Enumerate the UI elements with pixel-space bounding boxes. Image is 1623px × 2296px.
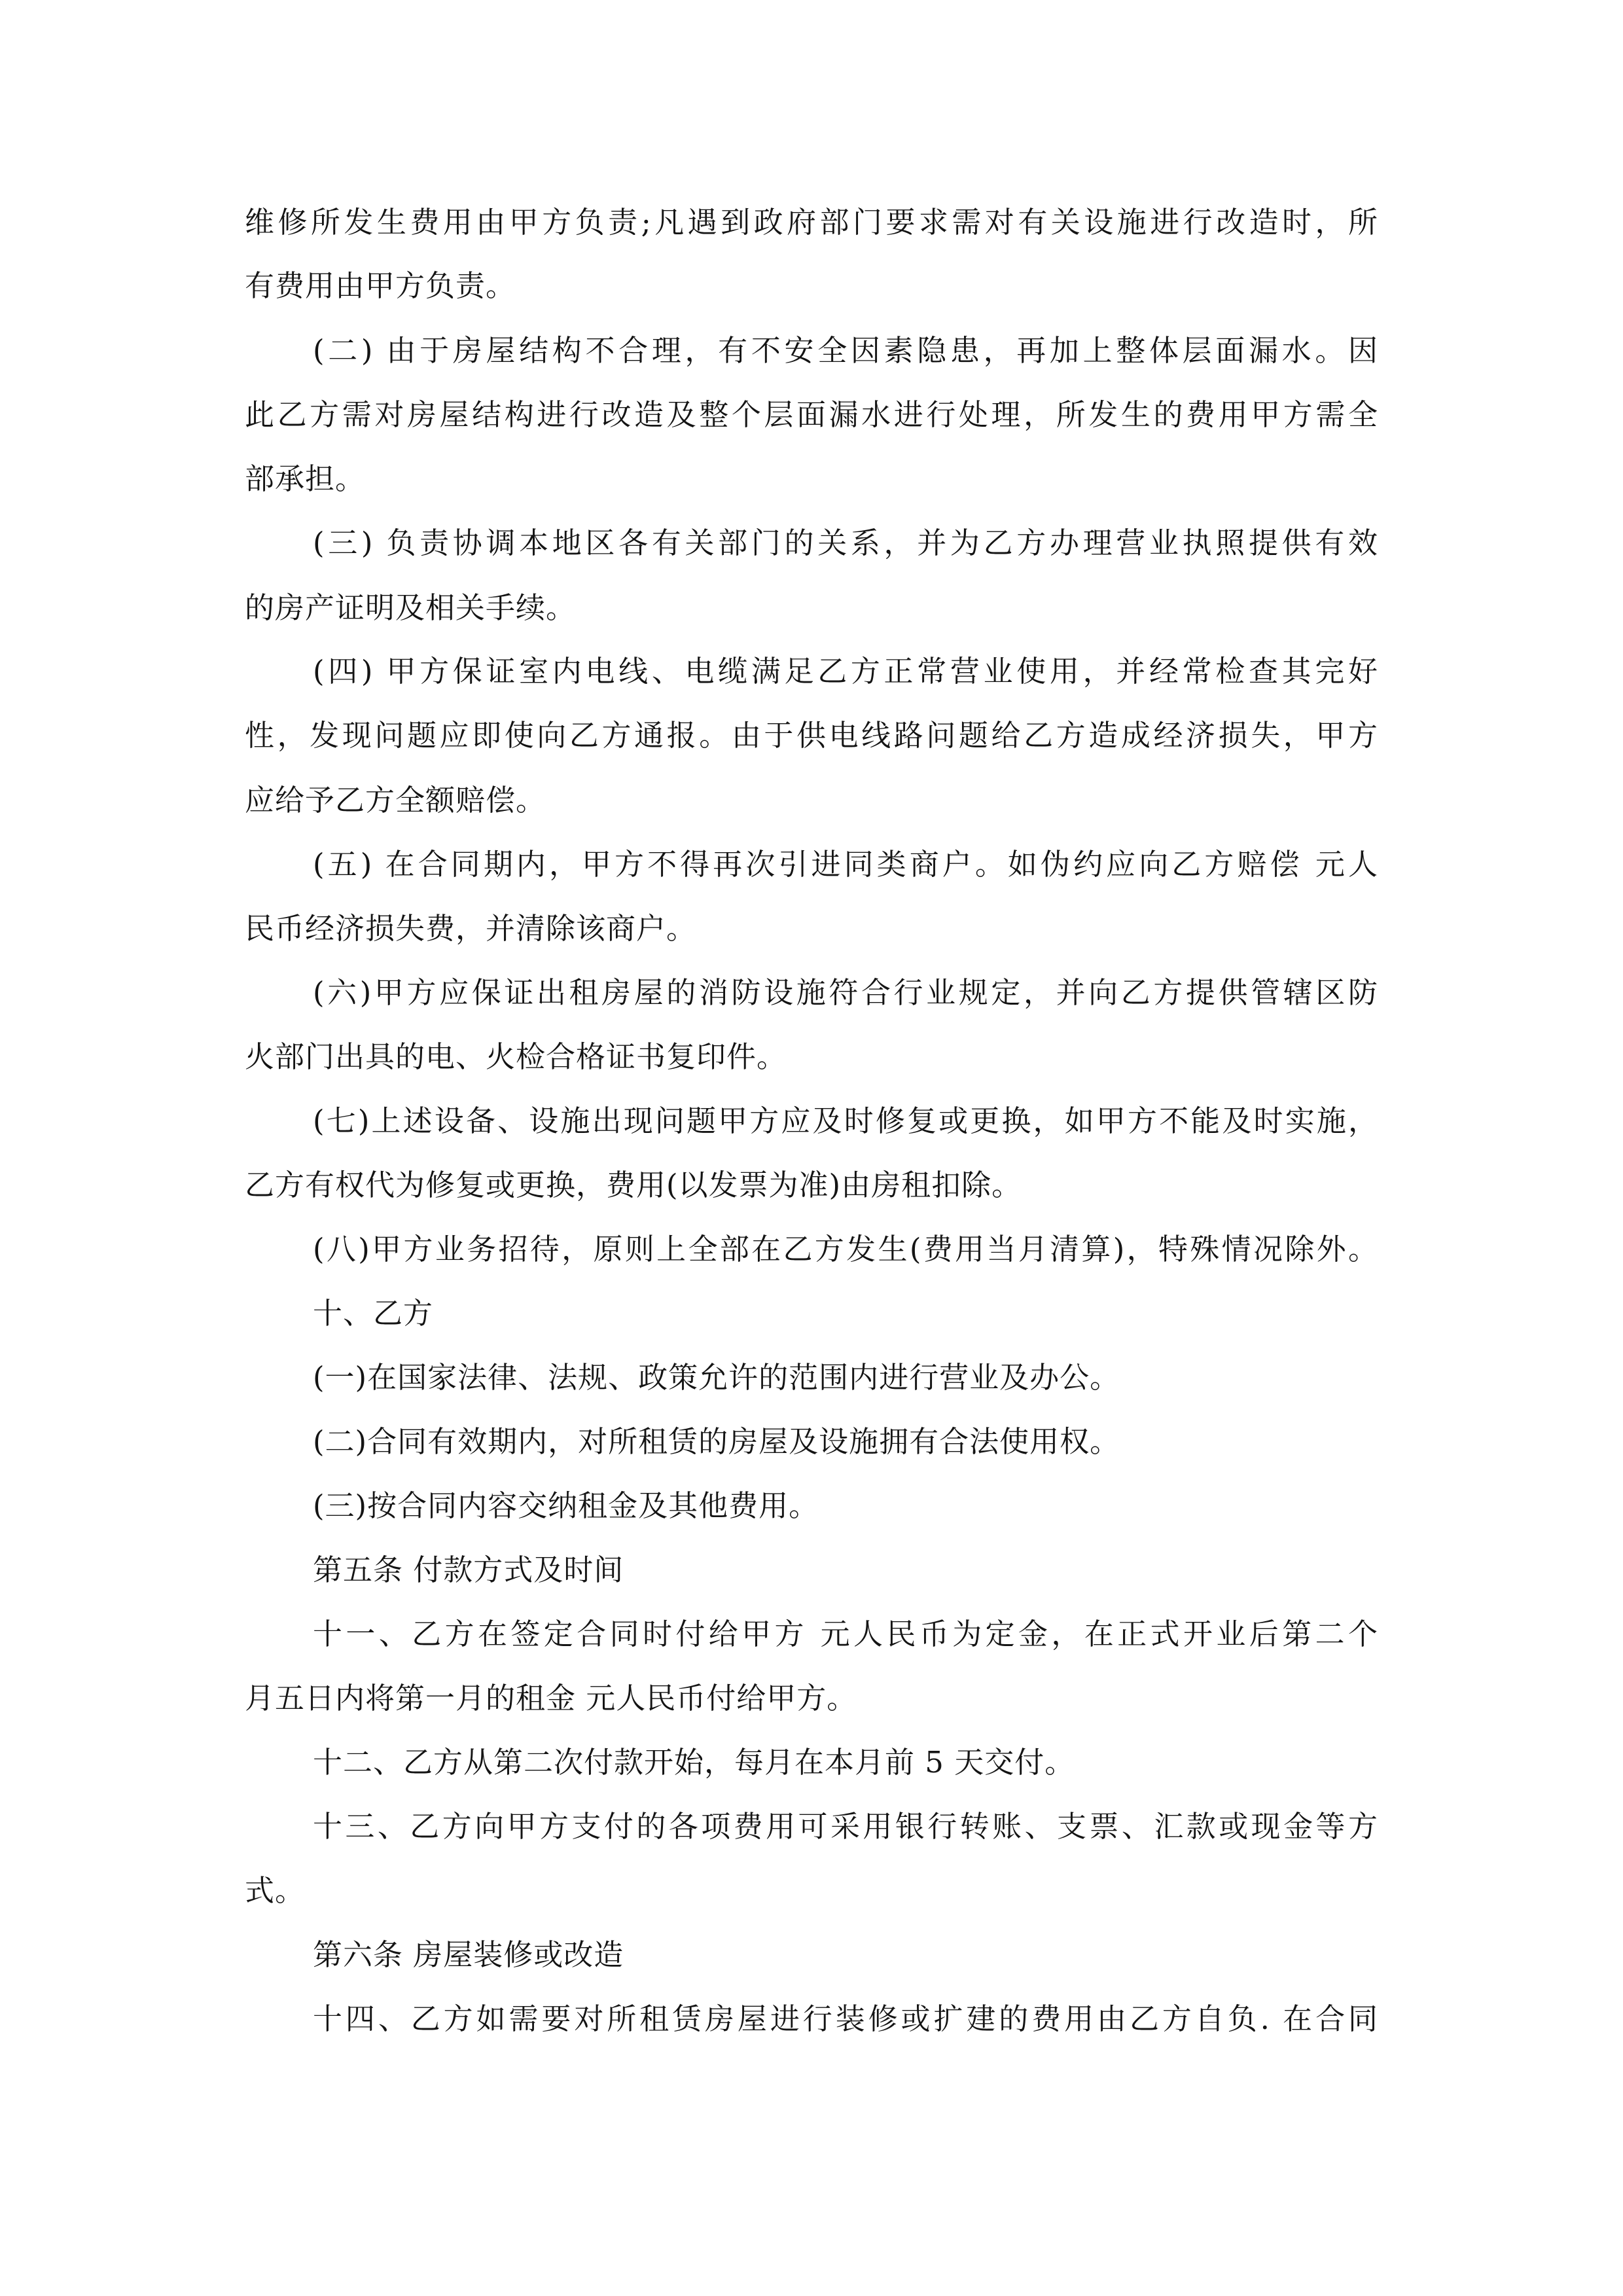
text-line: 性，发现问题应即使向乙方通报。由于供电线路问题给乙方造成经济损失，甲方 [245, 718, 1378, 753]
text-line: (二)合同有效期内，对所租赁的房屋及设施拥有合法使用权。 [313, 1424, 1120, 1459]
text-line: 十三、乙方向甲方支付的各项费用可采用银行转账、支票、汇款或现金等方 [313, 1809, 1378, 1844]
text-line: 十四、乙方如需要对所租赁房屋进行装修或扩建的费用由乙方自负. 在合同 [313, 2001, 1378, 2036]
text-line: (三) 负责协调本地区各有关部门的关系，并为乙方办理营业执照提供有效 [313, 526, 1378, 560]
text-line: (五) 在合同期内，甲方不得再次引进同类商户。如伪约应向乙方赔偿 元人 [313, 847, 1378, 882]
text-line: 应给予乙方全额赔偿。 [245, 783, 546, 817]
text-line: 此乙方需对房屋结构进行改造及整个层面漏水进行处理，所发生的费用甲方需全 [245, 397, 1378, 432]
text-line: (二) 由于房屋结构不合理，有不安全因素隐患，再加上整体层面漏水。因 [313, 333, 1378, 368]
text-line: (八)甲方业务招待，原则上全部在乙方发生(费用当月清算)，特殊情况除外。 [313, 1232, 1378, 1266]
text-line: 月五日内将第一月的租金 元人民币付给甲方。 [245, 1681, 857, 1715]
text-line: (三)按合同内容交纳租金及其他费用。 [313, 1488, 819, 1523]
text-line: 部承担。 [245, 461, 366, 496]
article-heading: 第五条 付款方式及时间 [313, 1552, 624, 1587]
text-line: 十一、乙方在签定合同时付给甲方 元人民币为定金，在正式开业后第二个 [313, 1617, 1378, 1651]
text-line: 的房产证明及相关手续。 [245, 590, 577, 625]
text-line: 有费用由甲方负责。 [245, 268, 516, 303]
text-line: 式。 [245, 1873, 306, 1908]
text-line: 十二、乙方从第二次付款开始，每月在本月前 5 天交付。 [313, 1745, 1075, 1780]
article-heading: 第六条 房屋装修或改造 [313, 1937, 624, 1972]
text-line: 火部门出具的电、火检合格证书复印件。 [245, 1039, 787, 1074]
text-line: (七)上述设备、设施出现问题甲方应及时修复或更换，如甲方不能及时实施， [313, 1103, 1378, 1138]
text-line: (四) 甲方保证室内电线、电缆满足乙方正常营业使用，并经常检查其完好 [313, 654, 1378, 689]
text-line: 乙方有权代为修复或更换，费用(以发票为准)由房租扣除。 [245, 1168, 1022, 1202]
section-heading: 十、乙方 [313, 1296, 434, 1331]
text-line: 民币经济损失费，并清除该商户。 [245, 911, 697, 946]
text-line: (六)甲方应保证出租房屋的消防设施符合行业规定，并向乙方提供管辖区防 [313, 975, 1378, 1010]
text-line: (一)在国家法律、法规、政策允许的范围内进行营业及办公。 [313, 1360, 1120, 1395]
text-line: 维修所发生费用由甲方负责;凡遇到政府部门要求需对有关设施进行改造时，所 [245, 205, 1378, 240]
